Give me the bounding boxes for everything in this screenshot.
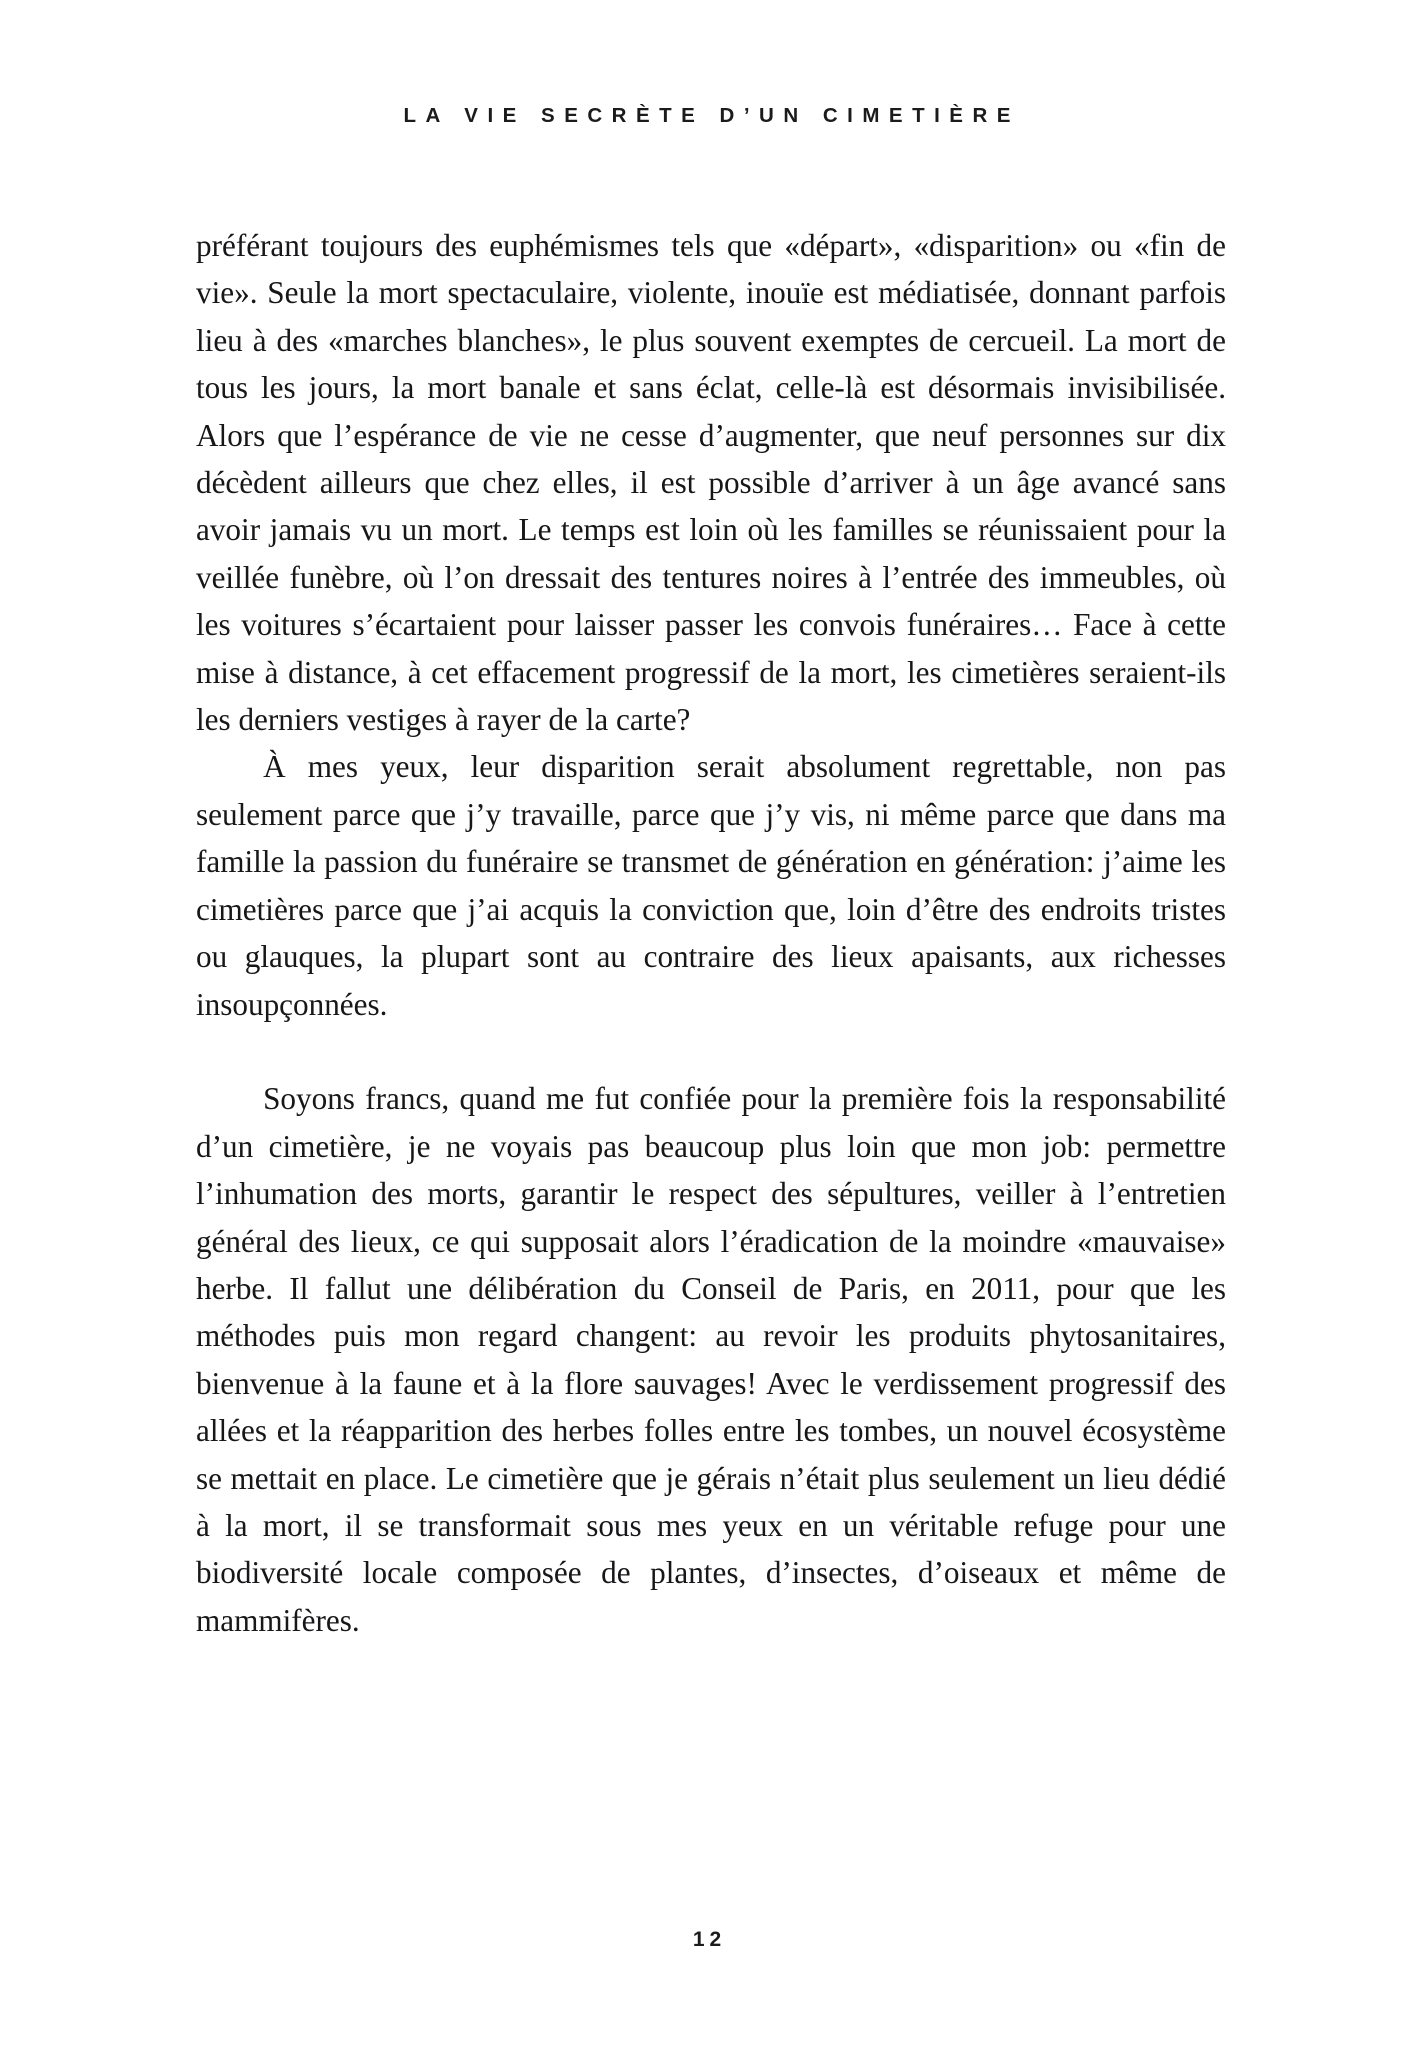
page-number-folio: 12 [692, 1928, 727, 1951]
paragraph-2: À mes yeux, leur disparition serait absolument regrettable, non pas seulement parce que j’y travaille, parce que j’y vis, ni même parce que dans ma famille la passion du funéraire se transmet de génération en génération: j’aime les cimetières parce que j’ai acquis la conviction que, loin d’être des endroits tristes ou glauques, la plupart sont au contraire des lieux apaisants, aux richesses insoupçonnées. [196, 749, 1226, 1022]
body-text-block [196, 222, 1226, 1644]
paragraph-1: préférant toujours des euphémismes tels que «départ», «disparition» ou «fin de vie». Seule la mort spectaculaire, violente, inouïe est médiatisée, donnant parfois lieu à des «marches blanches», le plus souvent exemptes de cercueil. La mort de tous les jours, la mort banale et sans éclat, celle-là est désormais invisibilisée. Alors que l’espérance de vie ne cesse d’augmenter, que neuf personnes sur dix décèdent ailleurs que chez elles, il est possible d’arriver à un âge avancé sans avoir jamais vu un mort. Le temps est loin où les familles se réunissaient pour la veillée funèbre, où l’on dressait des tentures noires à l’entrée des immeubles, où les voitures s’écartaient pour laisser passer les convois funéraires… Face à cette mise à distance, à cet effacement progressif de la mort, les cimetières seraient-ils les derniers vestiges à rayer de la carte? [196, 228, 1226, 738]
paragraph-3: Soyons francs, quand me fut confiée pour la première fois la responsabilité d’un cimetière, je ne voyais pas beaucoup plus loin que mon job: permettre l’inhumation des morts, garantir le respect des sépultures, veiller à l’entretien général des lieux, ce qui supposait alors l’éradication de la moindre «mauvaise» herbe. Il fallut une délibération du Conseil de Paris, en 2011, pour que les méthodes puis mon regard changent: au revoir les produits phytosanitaires, bienvenue à la faune et à la flore sauvages! Avec le verdissement progressif des allées et la réapparition des herbes folles entre les tombes, un nouvel écosystème se mettait en place. Le cimetière que je gérais n’était plus seulement un lieu dédié à la mort, il se transformait sous mes yeux en un véritable refuge pour une biodiversité locale composée de plantes, d’insectes, d’oiseaux et même de mammifères. [196, 1081, 1226, 1638]
running-header-title: LA VIE SECRÈTE D’UN CIMETIÈRE [403, 104, 1020, 127]
